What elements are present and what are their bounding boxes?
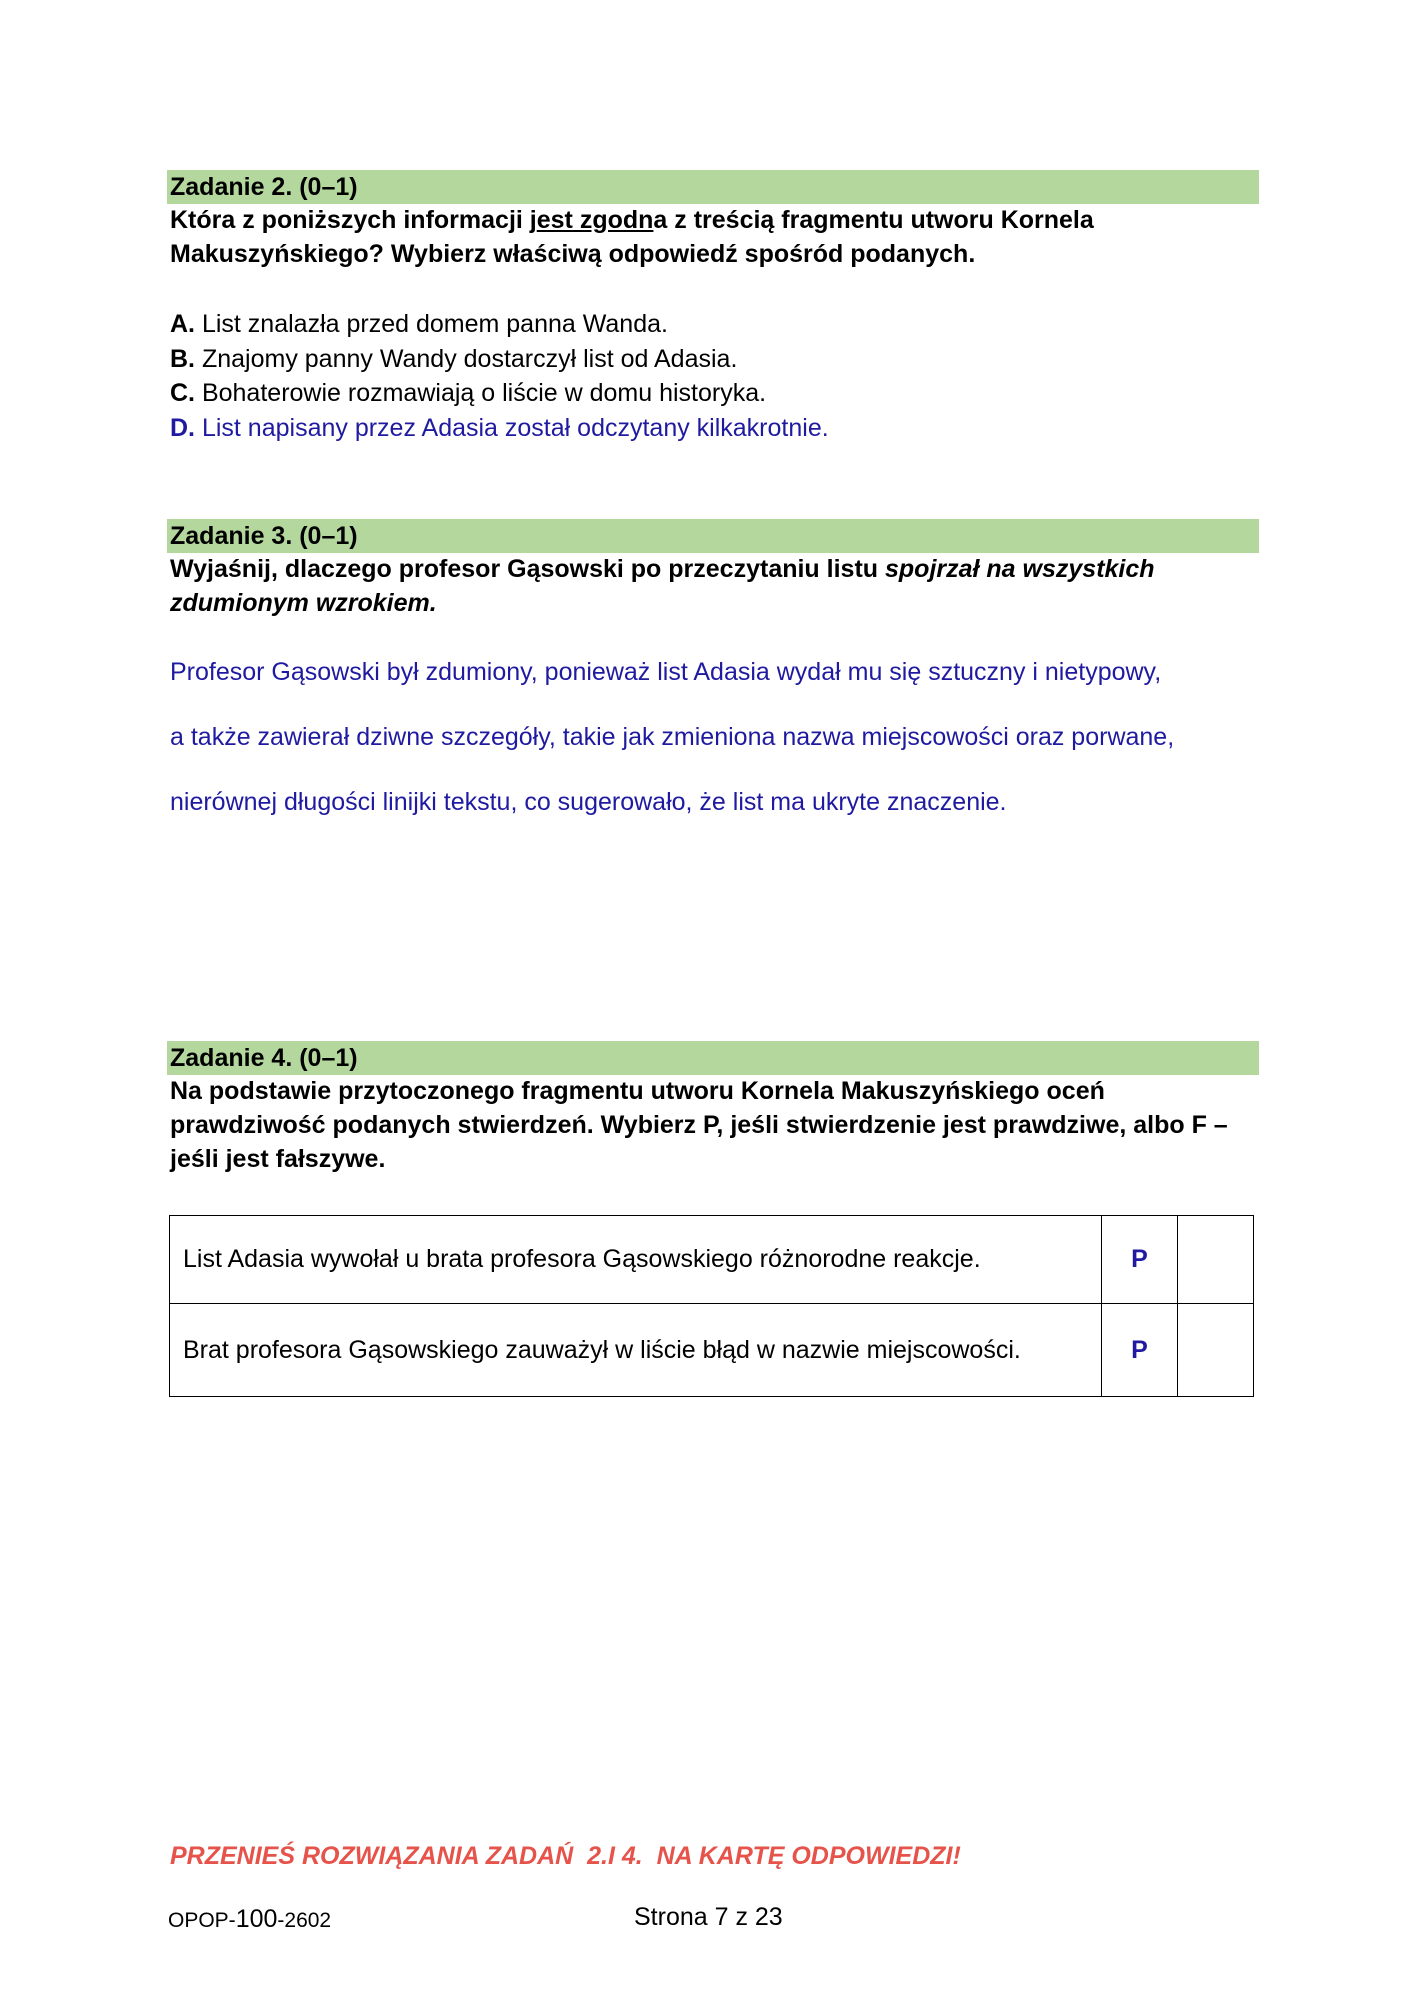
task2-option-b: B. Znajomy panny Wandy dostarczył list od Adasia. bbox=[170, 344, 738, 373]
statement-cell: List Adasia wywołał u brata profesora Gąsowskiego różnorodne reakcje. bbox=[170, 1216, 1102, 1304]
true-false-table bbox=[169, 1215, 1254, 1397]
task3-answer-line-1: Profesor Gąsowski był zdumiony, ponieważ list Adasia wydał mu się sztuczny i nietypowy, bbox=[170, 658, 1162, 686]
task2-question: Która z poniższych informacji jest zgodna z treścią fragmentu utworu Kornela Makuszyńskiego? Wybierz właściwą odpowiedź spośród podanych. bbox=[170, 206, 1094, 268]
task3-header: Zadanie 3. (0–1) bbox=[167, 519, 1259, 553]
task3-question: Wyjaśnij, dlaczego profesor Gąsowski po przeczytaniu listu spojrzał na wszystkich zdumionym wzrokiem. bbox=[170, 555, 1155, 617]
answer-f-cell[interactable] bbox=[1178, 1216, 1254, 1304]
task3-answer-line-2: a także zawierał dziwne szczegóły, takie jak zmieniona nazwa miejscowości oraz porwane, bbox=[170, 723, 1175, 751]
task4-question: Na podstawie przytoczonego fragmentu utworu Kornela Makuszyńskiego oceń prawdziwość podanych stwierdzeń. Wybierz P, jeśli stwierdzenie jest prawdziwe, albo F – jeśli jest fałszywe. bbox=[170, 1077, 1228, 1173]
task4-header: Zadanie 4. (0–1) bbox=[167, 1041, 1259, 1075]
table-row bbox=[170, 1304, 1254, 1397]
answer-p-cell[interactable]: P bbox=[1102, 1216, 1178, 1304]
task2-header: Zadanie 2. (0–1) bbox=[167, 170, 1259, 204]
task2-options bbox=[170, 307, 829, 445]
table-row bbox=[170, 1216, 1254, 1304]
exam-code: OPOP-100-2602 bbox=[168, 1905, 332, 1933]
answer-p-cell[interactable]: P bbox=[1102, 1304, 1178, 1397]
task2-option-c: C. Bohaterowie rozmawiają o liście w domu historyka. bbox=[170, 379, 767, 407]
statement-cell: Brat profesora Gąsowskiego zauważył w liście błąd w nazwie miejscowości. bbox=[170, 1304, 1102, 1397]
page-number: Strona 7 z 23 bbox=[634, 1903, 783, 1931]
task3-answer-line-3: nierównej długości linijki tekstu, co sugerowało, że list ma ukryte znaczenie. bbox=[170, 788, 1007, 816]
task2-option-a: A. List znalazła przed domem panna Wanda. bbox=[170, 310, 668, 338]
answer-f-cell[interactable] bbox=[1178, 1304, 1254, 1397]
task2-option-d-selected: D. List napisany przez Adasia został odczytany kilkakrotnie. bbox=[170, 413, 829, 442]
transfer-answers-note: PRZENIEŚ ROZWIĄZANIA ZADAŃ 2.I 4. NA KARTĘ ODPOWIEDZI! bbox=[170, 1842, 961, 1870]
